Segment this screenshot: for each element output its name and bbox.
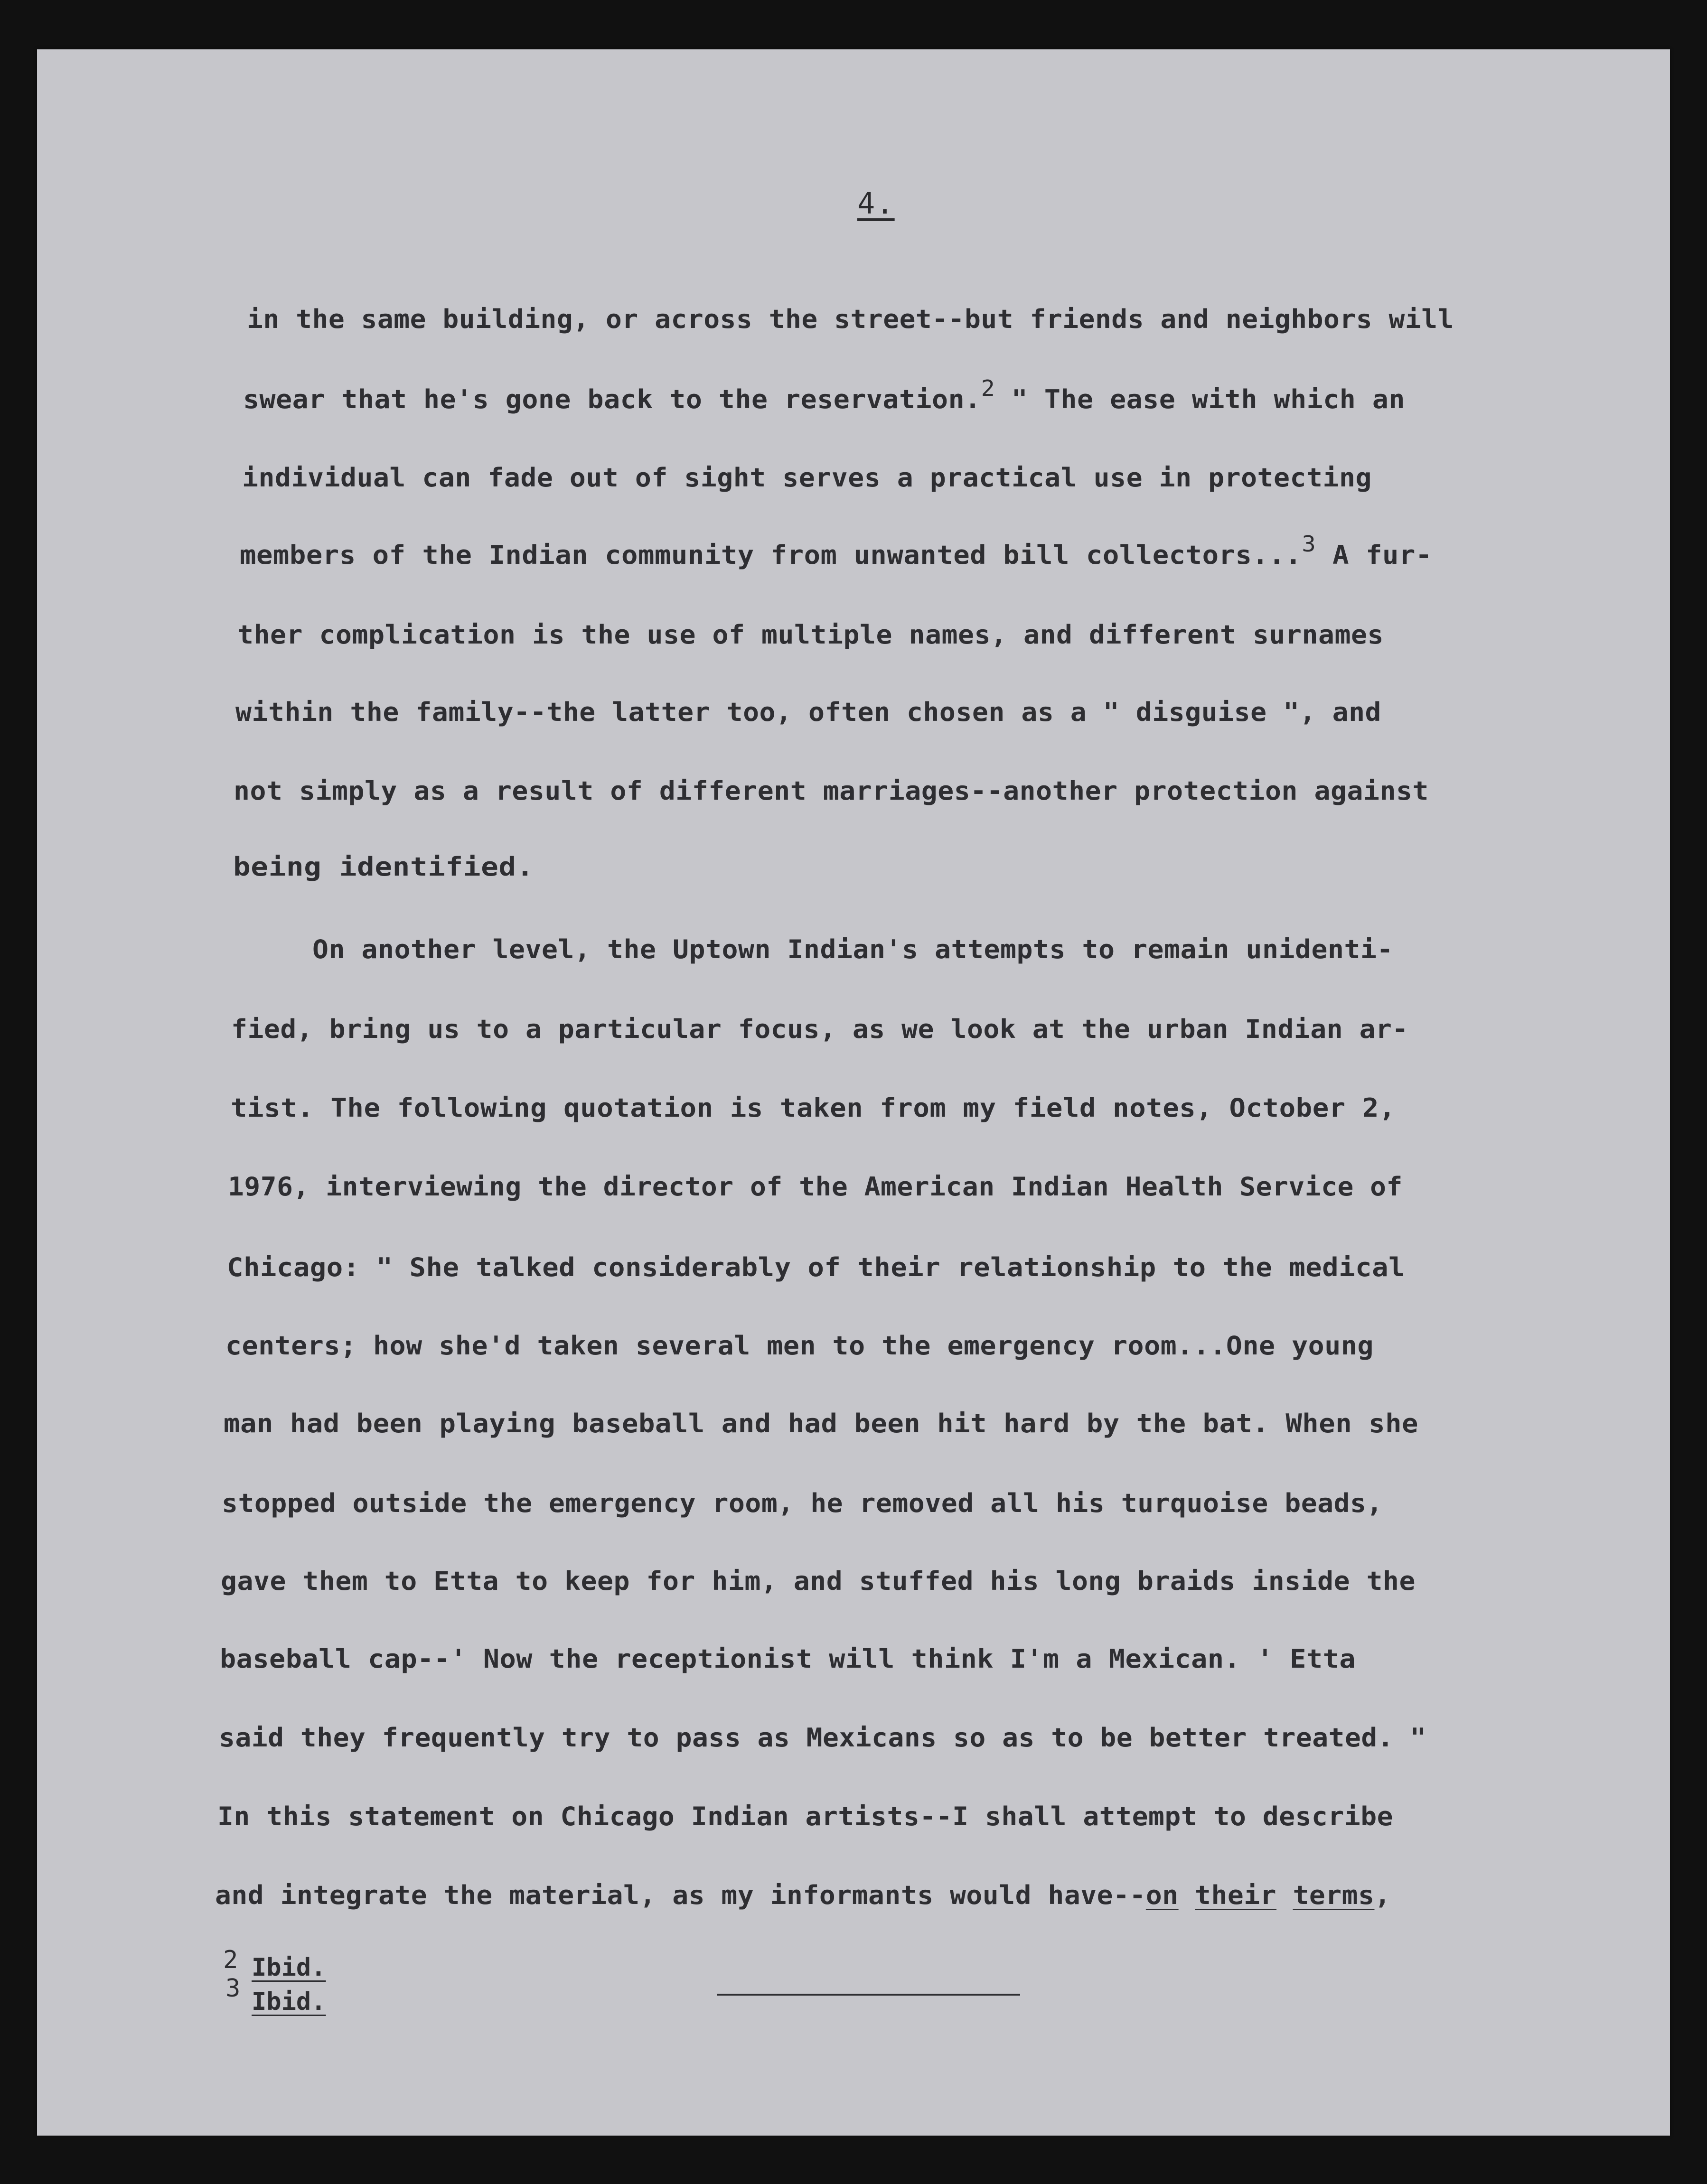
text-line (217, 1801, 1394, 1831)
text-segment: on (1145, 1880, 1179, 1910)
page-number: 4. (857, 186, 895, 221)
text-line (243, 375, 1405, 414)
text-line (237, 622, 1384, 648)
text-segment: man had been playing baseball and had been hit hard by the bat. When she (224, 1409, 1419, 1438)
footnote-text: Ibid. (252, 1953, 326, 1982)
text-segment: not simply as a result of different marriages--another protection against (234, 776, 1429, 806)
text-segment: their (1195, 1880, 1277, 1910)
text-segment: within the family--the latter too, often chosen as a " disguise ", and (235, 697, 1382, 727)
text-segment: On another level, the Uptown Indian's attempts to remain unidenti- (312, 934, 1393, 964)
document-page (37, 49, 1670, 2136)
text-line (221, 1568, 1416, 1594)
text-line (215, 1880, 1391, 1910)
text-segment: 1976, interviewing the director of the American Indian Health Service of (228, 1172, 1403, 1202)
text-line (231, 1095, 1396, 1121)
footnote-separator (717, 1994, 1020, 1996)
text-segment: tist. The following quotation is taken from my field notes, October 2, (231, 1093, 1396, 1123)
text-line (234, 778, 1429, 804)
text-line (240, 531, 1432, 570)
text-line (220, 1646, 1356, 1672)
text-segment: said they frequently try to pass as Mexicans so as to be better treated. " (219, 1723, 1426, 1753)
text-segment: in the same building, or across the street--but friends and neighbors will (247, 304, 1454, 334)
footnote-text: Ibid. (252, 1988, 326, 2016)
text-line (235, 697, 1382, 727)
text-line (228, 1174, 1403, 1200)
text-segment: being identified. (233, 852, 534, 882)
text-line (312, 934, 1393, 964)
footnote-reference: 3 (1302, 531, 1316, 557)
text-segment: fied, bring us to a particular focus, as we look at the urban Indian ar- (231, 1014, 1408, 1044)
text-line (225, 1333, 1374, 1359)
text-segment: terms (1293, 1880, 1375, 1910)
text-segment: swear that he's gone back to the reservation. (243, 384, 981, 414)
footnote-mark: 2 (223, 1946, 238, 1974)
text-line (227, 1252, 1406, 1282)
text-line (233, 854, 534, 880)
footnote-mark: 3 (225, 1974, 241, 2003)
text-segment: gave them to Etta to keep for him, and stuffed his long braids inside the (221, 1566, 1416, 1596)
text-line (242, 465, 1372, 491)
text-line (231, 1014, 1408, 1044)
text-segment: A fur- (1316, 540, 1432, 570)
text-segment (1179, 1880, 1195, 1910)
text-segment: and integrate the material, as my informants would have-- (215, 1880, 1146, 1910)
text-line (222, 1488, 1383, 1518)
text-segment: , (1374, 1880, 1391, 1910)
text-segment: Chicago: " She talked considerably of their relationship to the medical (227, 1252, 1406, 1282)
text-line (247, 304, 1454, 334)
text-segment: centers; how she'd taken several men to the emergency room...One young (225, 1331, 1374, 1361)
text-segment: In this statement on Chicago Indian artists--I shall attempt to describe (217, 1801, 1394, 1831)
text-segment: stopped outside the emergency room, he removed all his turquoise beads, (222, 1488, 1383, 1518)
text-segment: baseball cap--' Now the receptionist will think I'm a Mexican. ' Etta (220, 1644, 1356, 1674)
text-segment: ther complication is the use of multiple names, and different surnames (237, 620, 1384, 650)
footnote-reference: 2 (981, 375, 995, 401)
text-line (219, 1725, 1426, 1751)
text-segment: " The ease with which an (995, 384, 1405, 414)
text-line (224, 1411, 1418, 1437)
text-segment: individual can fade out of sight serves a practical use in protecting (242, 463, 1372, 493)
text-segment: members of the Indian community from unwanted bill collectors... (240, 540, 1302, 570)
text-segment (1276, 1880, 1293, 1910)
